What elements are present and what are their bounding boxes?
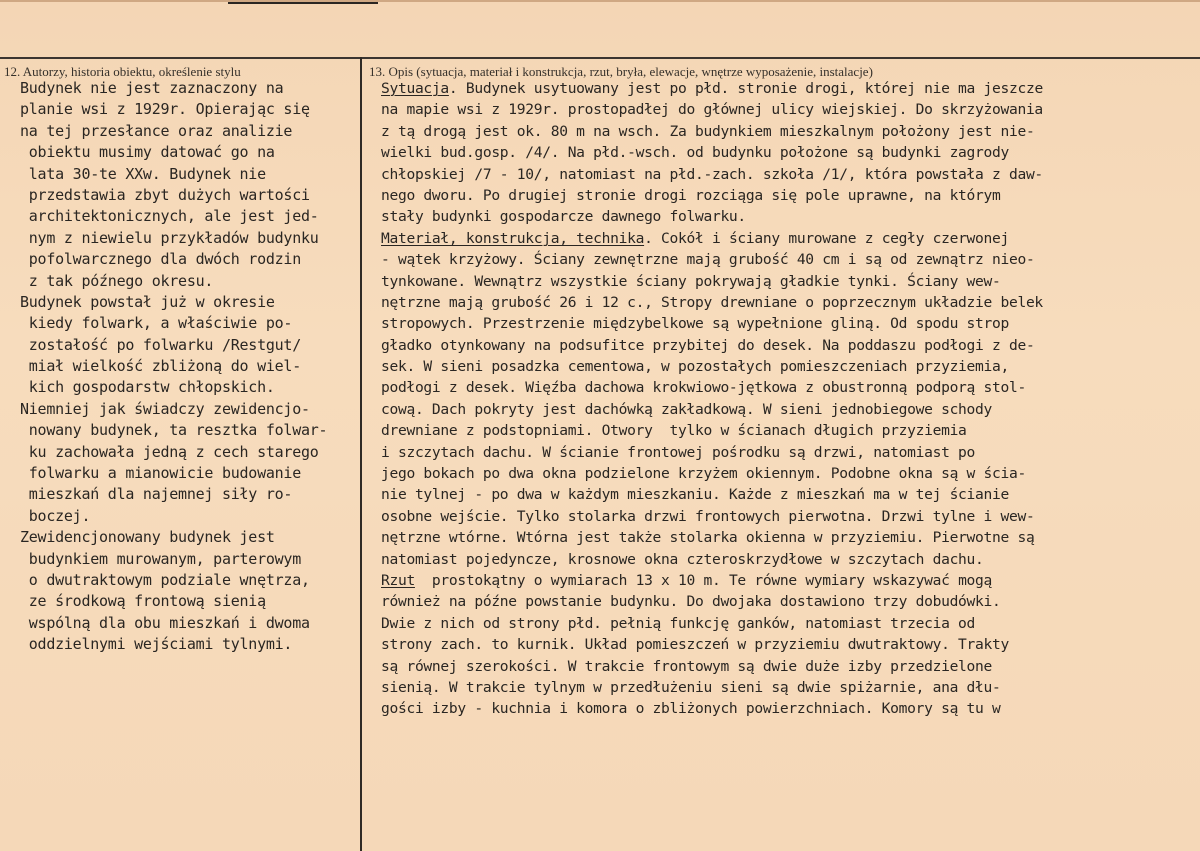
- description-text-line: [381, 78, 1186, 99]
- description-text: osobne wejście. Tylko stolarka drzwi frontowych pierwotna. Drzwi tylne i wew-: [381, 507, 1035, 525]
- description-text-line: [381, 335, 1186, 356]
- history-text-line: budynkiem murowanym, parterowym: [20, 549, 301, 568]
- history-text-line: nowany budynek, ta resztka folwar-: [20, 421, 328, 440]
- history-text-line: planie wsi z 1929r. Opierając się: [20, 100, 310, 119]
- description-text: . Cokół i ściany murowane z cegły czerwonej: [644, 229, 1009, 247]
- history-text-line: Budynek nie jest zaznaczony na: [20, 79, 284, 97]
- description-text: nętrzne wtórne. Wtórna jest także stolarka okienna w przyziemiu. Pierwotne są: [381, 529, 1035, 547]
- description-text: strony zach. to kurnik. Układ pomieszczeń w przyziemiu dwutraktowy. Trakty: [381, 636, 1009, 654]
- description-text: również na późne powstanie budynku. Do dwojaka dostawiono trzy dobudówki.: [381, 593, 1001, 611]
- description-text-line: [381, 399, 1186, 420]
- history-text-line: ze środkową frontową sienią: [20, 592, 266, 611]
- description-text: z tą drogą jest ok. 80 m na wsch. Za budynkiem mieszkalnym położony jest nie-: [381, 122, 1035, 140]
- description-text-line: [381, 249, 1186, 270]
- history-text-line: mieszkań dla najemnej siły ro-: [20, 485, 293, 504]
- section-13-heading: 13. Opis (sytuacja, materiał i konstrukcja, rzut, bryła, elewacje, wnętrze wyposażenie, instalacje): [369, 64, 873, 79]
- underlined-section-label: Sytuacja: [381, 80, 449, 97]
- column-divider: [360, 57, 362, 851]
- history-text-line: z tak późnego okresu.: [20, 271, 214, 290]
- description-text: . Budynek usytuowany jest po płd. stronie drogi, której nie ma jeszcze: [448, 80, 1043, 97]
- description-text: jego bokach po dwa okna podzielone krzyżem okiennym. Podobne okna są w ścia-: [381, 465, 1026, 483]
- description-text-line: [381, 228, 1186, 249]
- description-text: na mapie wsi z 1929r. prostopadłej do głównej ulicy wiejskiej. Do skrzyżowania: [381, 101, 1043, 119]
- horizontal-rule: [0, 57, 1200, 59]
- description-text-line: [381, 185, 1186, 206]
- description-text-line: [381, 356, 1186, 377]
- description-text-line: [381, 634, 1186, 655]
- description-text-line: [381, 549, 1186, 570]
- description-text: i szczytach dachu. W ścianie frontowej pośrodku są drzwi, natomiast po: [381, 443, 976, 461]
- history-text-line: miał wielkość zbliżoną do wiel-: [20, 357, 301, 376]
- description-text-line: [381, 99, 1186, 120]
- history-text-line: na tej przesłance oraz analizie: [20, 121, 293, 140]
- description-text: tynkowane. Wewnątrz wszystkie ściany pokrywają gładkie tynki. Ściany wew-: [381, 272, 1001, 290]
- description-text-line: [381, 292, 1186, 313]
- description-text-line: [381, 142, 1186, 163]
- history-text-line: oddzielnymi wejściami tylnymi.: [20, 635, 293, 654]
- history-text-line: wspólną dla obu mieszkań i dwoma: [20, 613, 310, 632]
- history-text-line: przedstawia zbyt dużych wartości: [20, 185, 310, 204]
- description-text: stropowych. Przestrzenie międzybelkowe są wypełnione gliną. Od spodu strop: [381, 315, 1009, 333]
- description-text-column: [381, 78, 1186, 720]
- history-text-line: kiedy folwark, a właściwie po-: [20, 314, 293, 333]
- description-text-line: [381, 656, 1186, 677]
- history-text-line: Budynek powstał już w okresie: [20, 292, 275, 311]
- description-text: gładko otynkowany na podsufitce przybitej do desek. Na poddaszu podłogi z de-: [381, 336, 1035, 354]
- history-text-line: boczej.: [20, 506, 91, 525]
- description-text: Dwie z nich od strony płd. pełnią funkcję ganków, natomiast trzecia od: [381, 614, 976, 632]
- description-text-line: [381, 442, 1186, 463]
- history-text-line: pofolwarcznego dla dwóch rodzin: [20, 250, 301, 269]
- history-text-line: kich gospodarstw chłopskich.: [20, 378, 275, 397]
- description-text-line: [381, 570, 1186, 591]
- description-text: nętrzne mają grubość 26 i 12 c., Stropy drewniane o poprzecznym układzie belek: [381, 293, 1043, 311]
- history-text-line: Zewidencjonowany budynek jest: [20, 528, 275, 547]
- history-text-line: nym z niewielu przykładów budynku: [20, 228, 319, 247]
- description-text: drewniane z podstopniami. Otwory tylko w ścianach długich przyziemia: [381, 422, 967, 440]
- description-text-line: [381, 463, 1186, 484]
- description-text: nego dworu. Po drugiej stronie drogi rozciąga się pole uprawne, na którym: [381, 186, 1001, 204]
- description-text-line: [381, 677, 1186, 698]
- description-text: podłogi z desek. Więźba dachowa krokwiowo-jętkowa z obustronną podporą stol-: [381, 379, 1026, 397]
- description-text-line: [381, 377, 1186, 398]
- description-text-line: [381, 506, 1186, 527]
- description-text: gości izby - kuchnia i komora o zbliżonych powierzchniach. Komory są tu w: [381, 700, 1001, 718]
- description-text: chłopskiej /7 - 10/, natomiast na płd.-zach. szkoła /1/, która powstała z daw-: [381, 165, 1043, 183]
- description-text: wielki bud.gosp. /4/. Na płd.-wsch. od budynku położone są budynki zagrody: [381, 144, 1009, 162]
- history-text-line: o dwutraktowym podziale wnętrza,: [20, 570, 310, 589]
- description-text-line: [381, 313, 1186, 334]
- history-text-line: folwarku a mianowicie budowanie: [20, 464, 301, 483]
- history-text-line: ku zachowała jedną z cech starego: [20, 442, 319, 461]
- history-text-line: Niemniej jak świadczy zewidencjo-: [20, 399, 310, 418]
- description-text-line: [381, 206, 1186, 227]
- description-text-line: [381, 698, 1186, 719]
- description-text: prostokątny o wymiarach 13 x 10 m. Te równe wymiary wskazywać mogą: [414, 571, 993, 589]
- description-text: sek. W sieni posadzka cementowa, w pozostałych pomieszczeniach przyziemia,: [381, 358, 1009, 376]
- description-text: - wątek krzyżowy. Ściany zewnętrzne mają grubość 40 cm i są od zewnątrz nieo-: [381, 251, 1035, 269]
- underlined-section-label: Materiał, konstrukcja, technika: [381, 229, 645, 247]
- history-text-line: lata 30-te XXw. Budynek nie: [20, 164, 266, 183]
- history-text-line: architektonicznych, ale jest jed-: [20, 207, 319, 226]
- description-text: natomiast pojedyncze, krosnowe okna czteroskrzydłowe w szczytach dachu.: [381, 550, 984, 568]
- description-text-line: [381, 613, 1186, 634]
- description-text: nie tylnej - po dwa w każdym mieszkaniu. Każde z mieszkań ma w tej ścianie: [381, 486, 1009, 504]
- history-text-line: zostałość po folwarku /Restgut/: [20, 335, 301, 354]
- description-text-line: [381, 591, 1186, 612]
- section-12-heading: 12. Autorzy, historia obiektu, określenie stylu: [4, 64, 241, 79]
- description-text: sienią. W trakcie tylnym w przedłużeniu sieni są dwie spiżarnie, ana dłu-: [381, 678, 1001, 696]
- description-text-line: [381, 121, 1186, 142]
- description-text-line: [381, 527, 1186, 548]
- history-text-column: [20, 78, 358, 656]
- top-rule: [228, 2, 378, 4]
- underlined-section-label: Rzut: [381, 571, 415, 589]
- description-text-line: [381, 420, 1186, 441]
- description-text-line: [381, 271, 1186, 292]
- description-text: stały budynki gospodarcze dawnego folwarku.: [381, 208, 746, 226]
- description-text: cową. Dach pokryty jest dachówką zakładkową. W sieni jednobiegowe schody: [381, 400, 993, 418]
- history-text-line: obiektu musimy datować go na: [20, 143, 275, 162]
- description-text: są równej szerokości. W trakcie frontowym są dwie duże izby przedzielone: [381, 657, 993, 675]
- description-text-line: [381, 164, 1186, 185]
- description-text-line: [381, 484, 1186, 505]
